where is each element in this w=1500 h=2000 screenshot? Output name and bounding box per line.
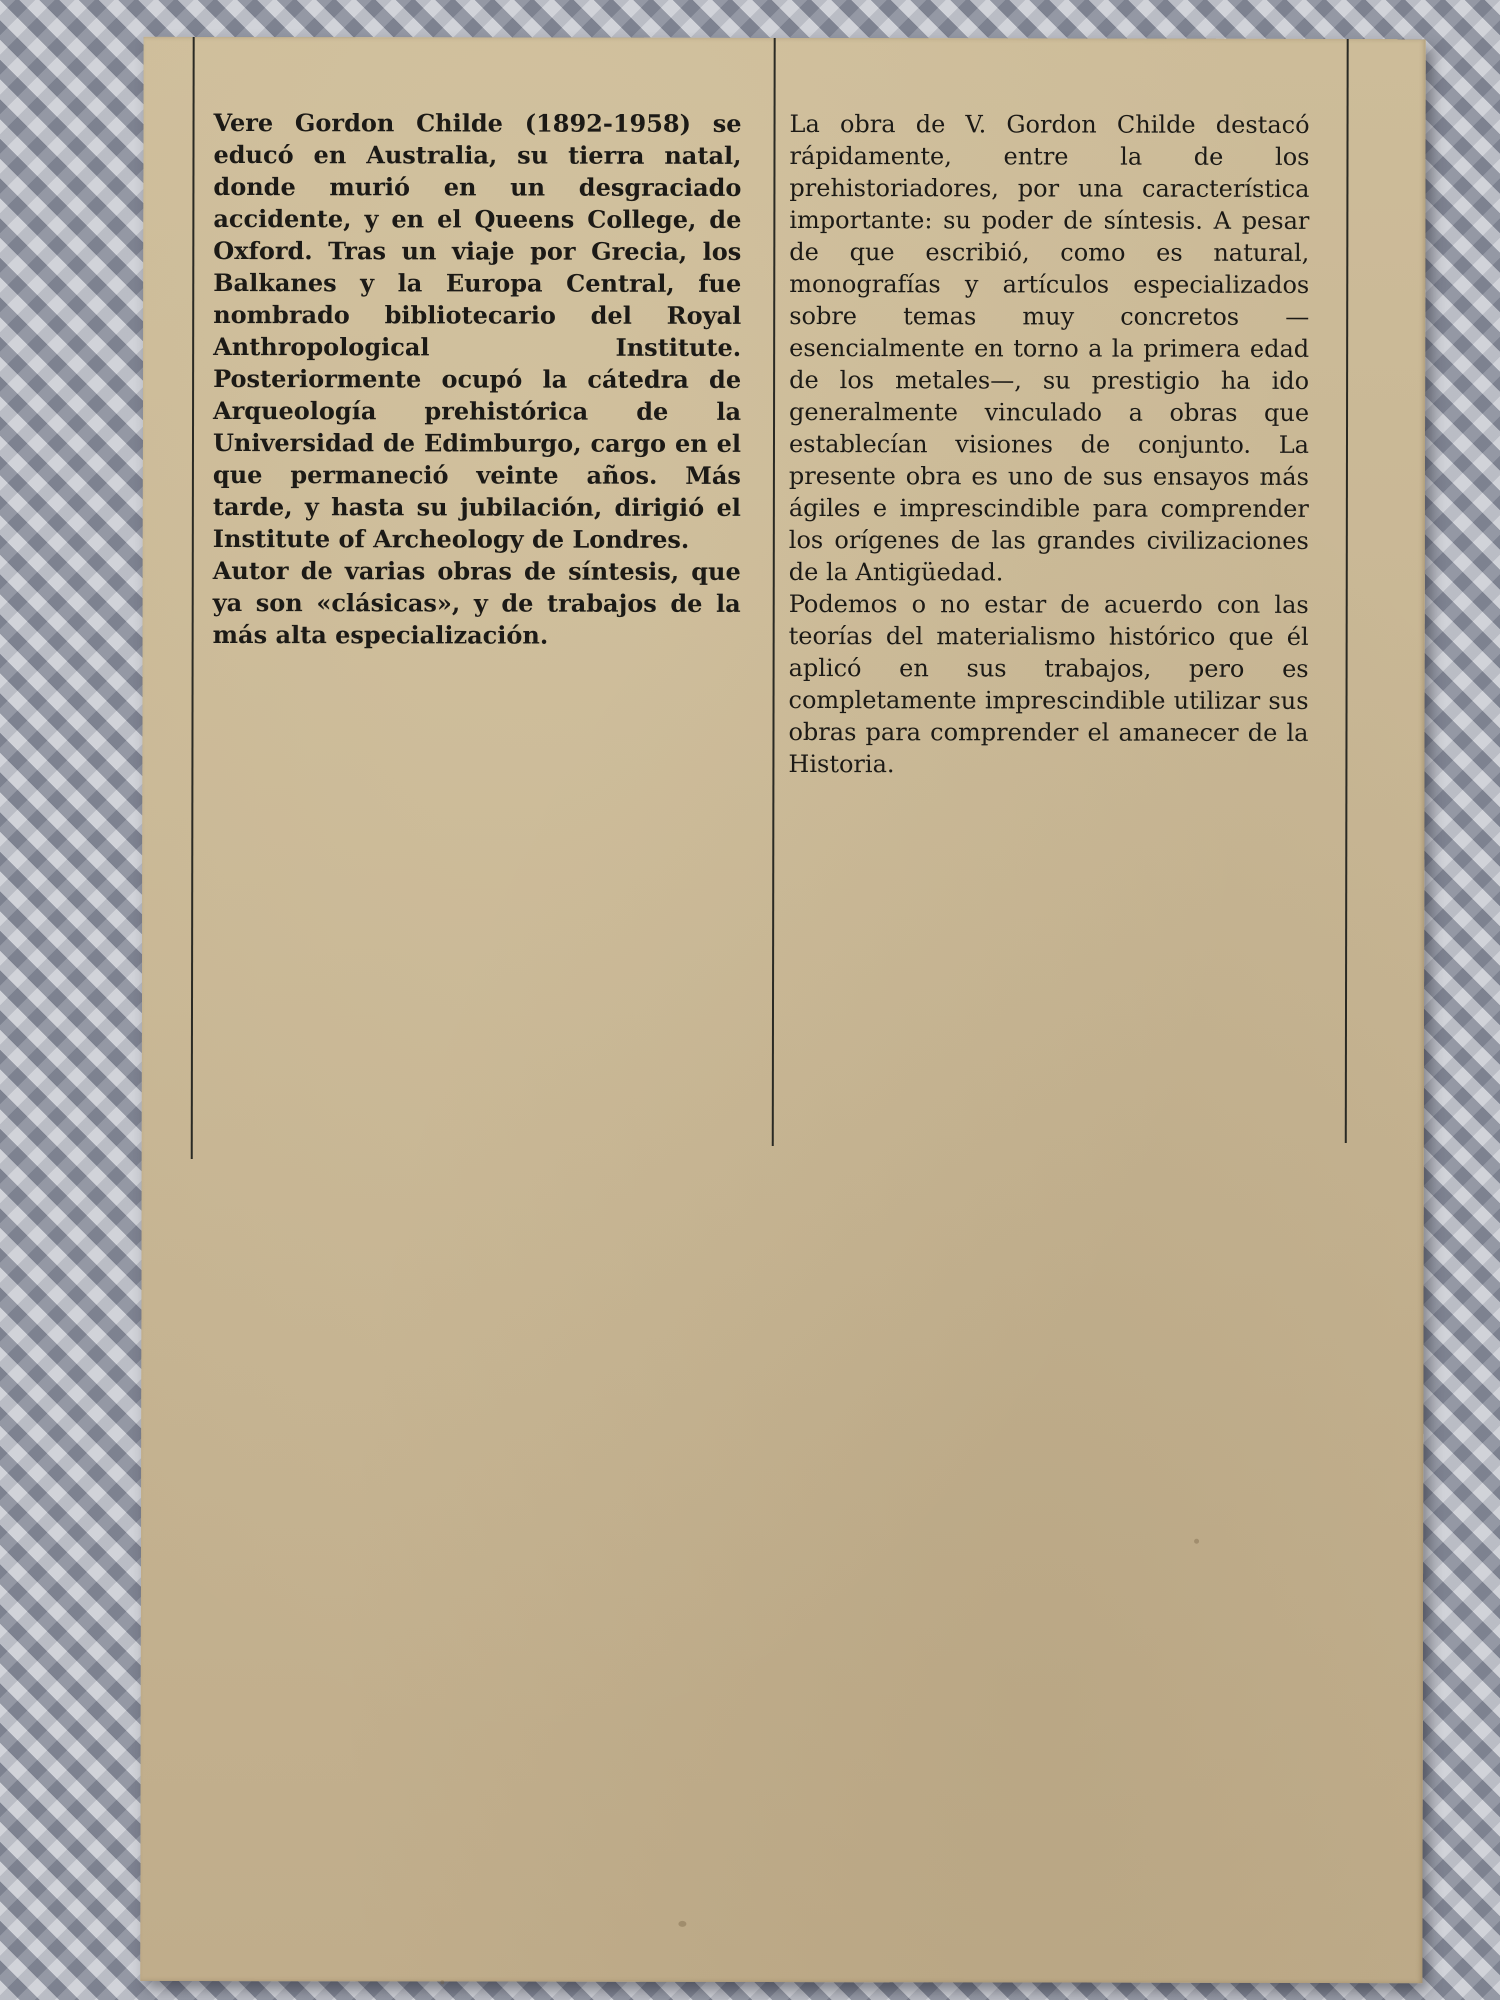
rule-middle <box>772 38 776 1146</box>
book-description-column <box>788 108 1309 781</box>
author-bio-paragraph: Vere Gordon Childe (1892-1958) se educó en Australia, su tierra natal, donde murió en un desgraciado accidente, y en el Queens College, de Oxford. Tras un viaje por Grecia, los Balkanes y la Europa Central, fue nombrado bibliotecario del Royal Anthropological Institute. Posteriormente ocupó la cátedra de Arqueología prehistórica de la Universidad de Edimburgo, cargo en el que permaneció veinte años. Más tarde, y hasta su jubilación, dirigió el Institute of Archeology de Londres. <box>212 108 742 554</box>
author-bio-column <box>213 107 742 652</box>
description-paragraph-2: Podemos o no estar de acuerdo con las teorías del materialismo histórico que él aplicó en sus trabajos, pero es completamente imprescindible utilizar sus obras para comprender el amanecer de la Historia. <box>788 590 1309 779</box>
stain-spot <box>440 1980 444 1984</box>
stain-spot <box>678 1921 686 1927</box>
rule-right <box>1345 39 1349 1143</box>
stain-spot <box>1194 1539 1199 1544</box>
author-works-paragraph: Autor de varias obras de síntesis, que ya son «clásicas», y de trabajos de la más alta especialización. <box>212 556 741 650</box>
description-paragraph: La obra de V. Gordon Childe destacó rápidamente, entre la de los prehistoriadores, por una característica importante: su poder de síntesis. A pesar de que escribió, como es natural, monografías y artículos especializados sobre temas muy concretos —esencialmente en torno a la primera edad de los metales—, su prestigio ha ido generalmente vinculado a obras que establecían visiones de conjunto. La presente obra es uno de sus ensayos más ágiles e imprescindible para comprender los orígenes de las grandes civilizaciones de la Antigüedad. <box>788 110 1310 587</box>
rule-left <box>191 37 195 1159</box>
book-back-cover <box>140 37 1425 1983</box>
